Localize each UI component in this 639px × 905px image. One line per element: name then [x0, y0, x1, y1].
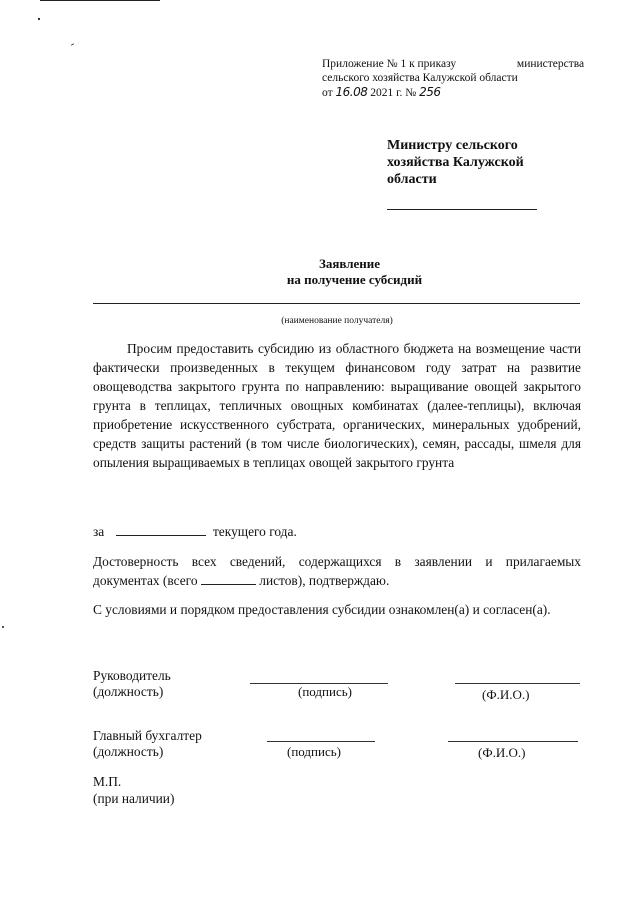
head-signature-caption: (подпись)	[298, 684, 352, 699]
period-line	[93, 522, 581, 541]
appendix-reference	[322, 57, 584, 100]
document-subtitle: на получение субсидий	[286, 272, 423, 287]
accountant-role: Главный бухгалтер	[93, 728, 202, 743]
reliability-text-1: Достоверность всех сведений, содержащихся в заявлении и прилагаемых документах (всего	[93, 554, 581, 588]
period-suffix: текущего года.	[212, 524, 297, 539]
head-name-caption: (Ф.И.О.)	[482, 687, 530, 702]
addressee	[387, 137, 577, 188]
scan-speck	[71, 43, 74, 45]
conditions-paragraph: С условиями и порядком предоставления субсидии ознакомлен(а) и согласен(а).	[93, 602, 551, 617]
appendix-line2: сельского хозяйства Калужской области	[322, 72, 518, 84]
appendix-line1-left: Приложение № 1 к приказу	[322, 58, 457, 70]
scan-top-line	[40, 0, 160, 1]
request-paragraph: Просим предоставить субсидию из областного бюджета на возмещение части фактически произведенных в текущем финансовом году затрат на развитие овощеводства закрытого грунта по направлению: выращивание овощей закрытого грунта в теплицах, тепличных овощных комбинатах (далее-теплицы), включая приобретение искусственного субстрата, органических, минеральных удобрений, средств защиты растений (в том числе биологических), семян, рассады, шмеля для опыления выращиваемых в теплицах овощей закрытого грунта	[93, 341, 581, 470]
appendix-date-prefix: от	[322, 87, 333, 99]
stamp-note: (при наличии)	[93, 791, 175, 806]
appendix-year-number: 2021 г. №	[370, 87, 417, 99]
appendix-line1-right: министерства	[516, 58, 585, 70]
recipient-caption: (наименование получателя)	[281, 316, 393, 326]
head-position: (должность)	[93, 684, 164, 699]
reliability-text-2: листов), подтверждаю.	[259, 573, 390, 588]
accountant-signature-caption: (подпись)	[287, 744, 341, 759]
stamp-label: М.П.	[93, 774, 122, 789]
addressee-line2: хозяйства Калужской	[387, 155, 524, 170]
handwritten-order-number: 256	[419, 85, 441, 99]
accountant-position: (должность)	[93, 744, 164, 759]
head-role: Руководитель	[93, 668, 171, 683]
accountant-name-line[interactable]	[448, 741, 578, 742]
applicant-blank-line[interactable]	[387, 209, 537, 210]
accountant-name-caption: (Ф.И.О.)	[478, 745, 526, 760]
reliability-paragraph	[93, 552, 581, 590]
sheet-count-blank[interactable]	[201, 572, 256, 585]
document-title: Заявление	[318, 256, 381, 271]
recipient-name-line[interactable]	[93, 303, 580, 304]
scan-speck	[38, 18, 40, 20]
head-name-line[interactable]	[455, 683, 580, 684]
addressee-line3: области	[387, 172, 437, 187]
addressee-line1: Министру сельского	[387, 138, 518, 153]
period-prefix: за	[93, 524, 105, 539]
accountant-signature-line[interactable]	[267, 741, 375, 742]
period-blank[interactable]	[116, 523, 206, 536]
handwritten-date: 16.08	[335, 85, 368, 99]
scan-speck	[2, 626, 4, 628]
